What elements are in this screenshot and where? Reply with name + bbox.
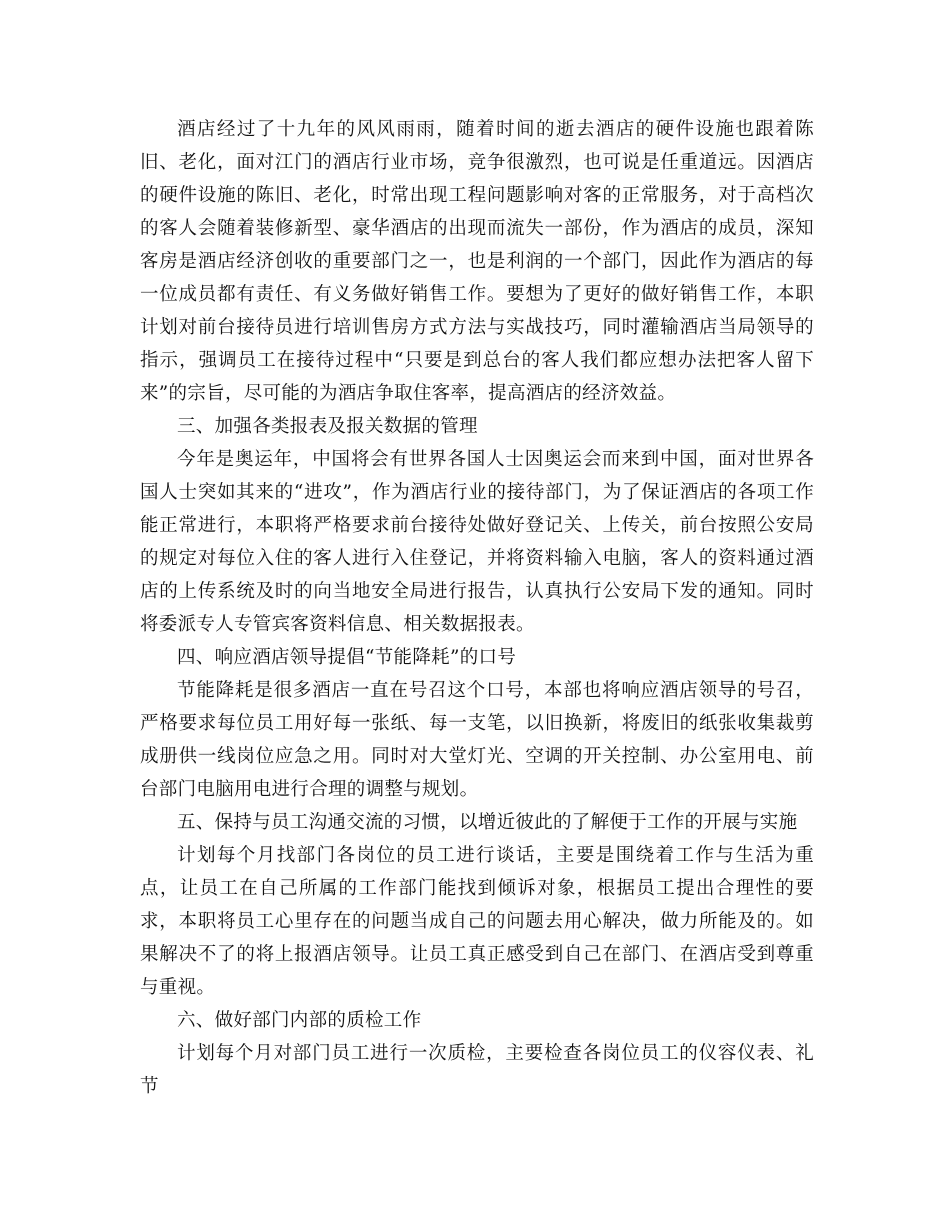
section-heading: 五、保持与员工沟通交流的习惯，以增近彼此的了解便于工作的开展与实施 (177, 812, 798, 833)
section-heading: 六、做好部门内部的质检工作 (177, 1010, 422, 1031)
paragraph: 节能降耗是很多酒店一直在号召这个口号，本部也将响应酒店领导的号召，严格要求每位员工用好每一张纸、每一支笔，以旧换新，将废旧的纸张收集裁剪成册供一线岗位应急之用。同时对大堂灯光、空调的开关控制、办公室用电、前台部门电脑用电进行合理的调整与规划。 (140, 680, 814, 800)
section-heading: 三、加强各类报表及报关数据的管理 (177, 416, 478, 437)
paragraph: 计划每个月对部门员工进行一次质检，主要检查各岗位员工的仪容仪表、礼节 (140, 1043, 814, 1097)
paragraph: 酒店经过了十九年的风风雨雨，随着时间的逝去酒店的硬件设施也跟着陈旧、老化，面对江门的酒店行业市场，竞争很激烈，也可说是任重道远。因酒店的硬件设施的陈旧、老化，时常出现工程问题影响对客的正常服务，对于高档次的客人会随着装修新型、豪华酒店的出现而流失一部份，作为酒店的成员，深知客房是酒店经济创收的重要部门之一，也是利润的一个部门，因此作为酒店的每一位成员都有责任、有义务做好销售工作。要想为了更好的做好销售工作，本职计划对前台接待员进行培训售房方式方法与实战技巧，同时灌输酒店当局领导的指示，强调员工在接待过程中“只要是到总台的客人我们都应想办法把客人留下来”的宗旨，尽可能的为酒店争取住客率，提高酒店的经济效益。 (140, 119, 814, 404)
paragraph: 计划每个月找部门各岗位的员工进行谈话，主要是围绕着工作与生活为重点，让员工在自己所属的工作部门能找到倾诉对象，根据员工提出合理性的要求，本职将员工心里存在的问题当成自己的问题去用心解决，做力所能及的。如果解决不了的将上报酒店领导。让员工真正感受到自己在部门、在酒店受到尊重与重视。 (140, 845, 814, 998)
paragraph: 今年是奥运年，中国将会有世界各国人士因奥运会而来到中国，面对世界各国人士突如其来的“进攻”，作为酒店行业的接待部门，为了保证酒店的各项工作能正常进行，本职将严格要求前台接待处做好登记关、上传关，前台按照公安局的规定对每位入住的客人进行入住登记，并将资料输入电脑，客人的资料通过酒店的上传系统及时的向当地安全局进行报告，认真执行公安局下发的通知。同时将委派专人专管宾客资料信息、相关数据报表。 (140, 449, 814, 635)
section-heading: 四、响应酒店领导提倡“节能降耗”的口号 (177, 647, 517, 668)
document-body (140, 113, 814, 1103)
